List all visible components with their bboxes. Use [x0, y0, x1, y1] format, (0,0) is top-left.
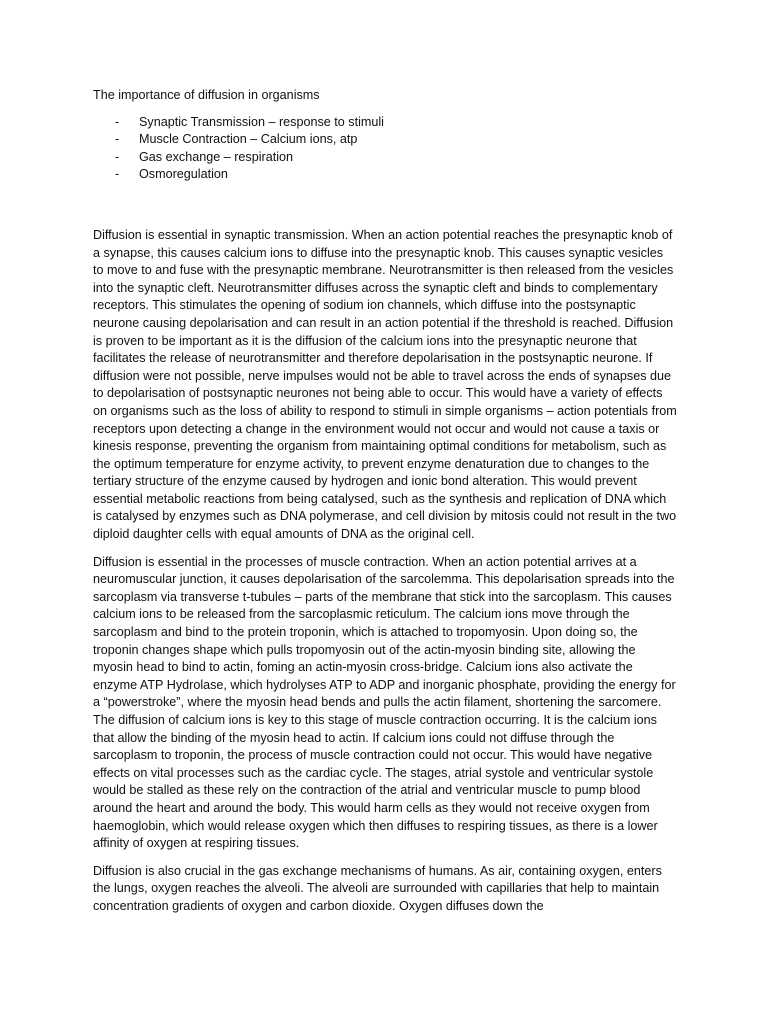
topic-list	[93, 114, 677, 184]
topic-text: Synaptic Transmission – response to stimuli	[139, 114, 384, 129]
topic-list-item	[93, 114, 677, 132]
list-dash-marker: -	[115, 149, 120, 164]
topic-text: Muscle Contraction – Calcium ions, atp	[139, 132, 358, 147]
list-dash-marker: -	[115, 167, 120, 182]
paragraph-synaptic-transmission: Diffusion is essential in synaptic transmission. When an action potential reaches the presynaptic knob of a synapse, this causes calcium ions to diffuse into the presynaptic knob. This causes synaptic vesicles to move to and fuse with the presynaptic membrane. Neurotransmitter is then released from the vesicles into the synaptic cleft. Neurotransmitter diffuses across the synaptic cleft and binds to complementary receptors. This stimulates the opening of sodium ion channels, which diffuse into the postsynaptic neurone causing depolarisation and can result in an action potential if the threshold is reached. Diffusion is proven to be important as it is the diffusion of the calcium ions into the presynaptic neurone that facilitates the release of neurotransmitter and therefore depolarisation in the postsynaptic neurone. If diffusion were not possible, nerve impulses would not be able to travel across the ends of synapses due to depolarisation of postsynaptic neurones not being able to occur. This would have a variety of effects on organisms such as the loss of ability to respond to stimuli in simple organisms – action potentials from receptors upon detecting a change in the environment would not occur and would not cause a taxis or kinesis response, preventing the organism from maintaining optimal conditions for metabolism, such as the optimum temperature for enzyme activity, to prevent enzyme denaturation due to changes to the tertiary structure of the enzyme caused by hydrogen and ionic bond alteration. This would prevent essential metabolic reactions from being catalysed, such as the synthesis and replication of DNA which is catalysed by enzymes such as DNA polymerase, and cell division by mitosis could not result in the two diploid daughter cells with equal amounts of DNA as the original cell.	[93, 227, 677, 542]
paragraph-muscle-contraction: Diffusion is essential in the processes of muscle contraction. When an action potential arrives at a neuromuscular junction, it causes depolarisation of the sarcolemma. This depolarisation spreads into the sarcoplasm via transverse t-tubules – parts of the membrane that stick into the sarcoplasm. This causes calcium ions to be released from the sarcoplasmic reticulum. The calcium ions move through the sarcoplasm and bind to the protein troponin, which is attached to tropomyosin. Upon doing so, the troponin changes shape which pulls tropomyosin out of the actin-myosin binding site, allowing the myosin head to bind to actin, foming an actin-myosin cross-bridge. Calcium ions also activate the enzyme ATP Hydrolase, which hydrolyses ATP to ADP and inorganic phosphate, providing the energy for a “powerstroke”, where the myosin head bends and pulls the actin filament, shortening the sarcomere. The diffusion of calcium ions is key to this stage of muscle contraction occurring. It is the calcium ions that allow the binding of the myosin head to actin. If calcium ions could not diffuse through the sarcoplasm to troponin, the process of muscle contraction could not occur. This would have negative effects on vital processes such as the cardiac cycle. The stages, atrial systole and ventricular systole would be stalled as these rely on the contraction of the atrial and ventricular muscle to pump blood around the heart and around the body. This would harm cells as they would not receive oxygen from haemoglobin, which would release oxygen which then diffuses to respiring tissues, as there is a lower affinity of oxygen at respiring tissues.	[93, 554, 676, 851]
topic-list-item	[93, 166, 677, 184]
paragraph-gas-exchange: Diffusion is also crucial in the gas exchange mechanisms of humans. As air, containing oxygen, enters the lungs, oxygen reaches the alveoli. The alveoli are surrounded with capillaries that help to maintain concentration gradients of oxygen and carbon dioxide. Oxygen diffuses down the	[93, 863, 662, 913]
topic-text: Gas exchange – respiration	[139, 149, 294, 164]
document-body	[93, 87, 677, 926]
topic-list-item	[93, 131, 677, 149]
topic-text: Osmoregulation	[139, 167, 228, 182]
list-dash-marker: -	[115, 114, 120, 129]
topic-list-item	[93, 149, 677, 167]
list-dash-marker: -	[115, 132, 120, 147]
document-title: The importance of diffusion in organisms	[93, 88, 320, 102]
